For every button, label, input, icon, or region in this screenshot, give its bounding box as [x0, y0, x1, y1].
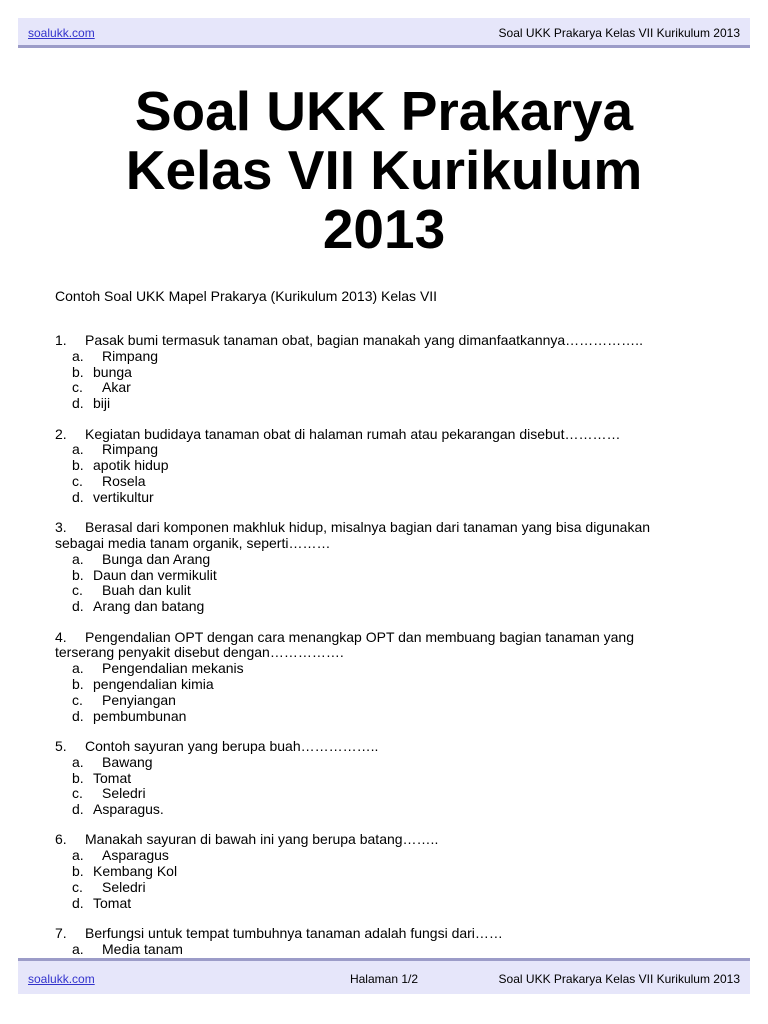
option-letter: d.: [72, 801, 84, 818]
option-text: biji: [93, 395, 111, 412]
question-number: 2.: [55, 425, 67, 442]
option-letter: c.: [72, 472, 83, 489]
option-d: [55, 490, 725, 506]
question-number: 1.: [55, 332, 67, 348]
question-text: [55, 520, 725, 536]
question-text: [55, 926, 725, 942]
option-d: [55, 709, 725, 725]
option-letter: a.: [72, 441, 84, 458]
option-letter: a.: [72, 347, 84, 364]
option-letter: d.: [72, 894, 84, 911]
option-a: [55, 442, 725, 458]
option-c: [55, 880, 725, 896]
question-number: 3.: [55, 519, 67, 536]
option-d: [55, 802, 725, 818]
option-letter: b.: [72, 769, 84, 786]
option-text: Daun dan vermikulit: [93, 566, 217, 583]
option-text: Bawang: [102, 753, 153, 770]
option-letter: a.: [72, 660, 84, 677]
option-b: [55, 864, 725, 880]
option-text: Rosela: [102, 472, 146, 489]
option-b: [55, 771, 725, 787]
option-letter: c.: [72, 878, 83, 895]
option-letter: c.: [72, 785, 83, 802]
option-text: apotik hidup: [93, 457, 169, 474]
option-b: [55, 458, 725, 474]
option-d: [55, 396, 725, 412]
option-letter: b.: [72, 363, 84, 380]
question-text: [55, 427, 725, 443]
footer-doc-title: Soal UKK Prakarya Kelas VII Kurikulum 2013: [498, 972, 740, 986]
option-text: Seledri: [102, 785, 146, 802]
title-line-1: Soal UKK Prakarya: [134, 80, 634, 142]
option-letter: a.: [72, 940, 84, 957]
option-c: [55, 474, 725, 490]
question-body: Berasal dari komponen makhluk hidup, misalnya bagian dari tanaman yang bisa digunakan: [85, 519, 651, 536]
question-5: [55, 739, 725, 818]
question-7: [55, 926, 725, 958]
option-letter: c.: [72, 582, 83, 599]
option-text: Tomat: [93, 894, 132, 911]
question-4: [55, 630, 725, 725]
question-text: [55, 832, 725, 848]
option-text: Akar: [102, 379, 131, 396]
option-a: [55, 661, 725, 677]
option-letter: b.: [72, 457, 84, 474]
option-text: Rimpang: [102, 441, 159, 458]
option-letter: c.: [72, 379, 83, 396]
option-letter: b.: [72, 566, 84, 583]
option-letter: b.: [72, 675, 84, 692]
option-text: Asparagus.: [93, 801, 164, 818]
option-c: [55, 583, 725, 599]
question-body: Berfungsi untuk tempat tumbuhnya tanaman adalah fungsi dari……: [85, 925, 503, 942]
header-site-link[interactable]: soalukk.com: [28, 26, 95, 40]
option-letter: a.: [72, 847, 84, 864]
option-letter: c.: [72, 691, 83, 708]
option-text: pengendalian kimia: [93, 675, 214, 692]
option-text: Media tanam: [102, 940, 183, 957]
option-a: [55, 755, 725, 771]
question-body: Contoh sayuran yang berupa buah……………..: [85, 737, 379, 754]
option-text: Penyiangan: [102, 691, 176, 708]
option-a: [55, 552, 725, 568]
option-c: [55, 786, 725, 802]
question-body: Pengendalian OPT dengan cara menangkap OPT dan membuang bagian tanaman yang: [85, 628, 634, 645]
option-letter: d.: [72, 707, 84, 724]
question-number: 4.: [55, 628, 67, 645]
question-text-continued: sebagai media tanam organik, seperti………: [55, 534, 331, 551]
title-line-2: Kelas VII Kurikulum: [125, 139, 643, 201]
question-text: [55, 333, 725, 349]
option-d: [55, 599, 725, 615]
option-text: Pengendalian mekanis: [102, 660, 244, 677]
question-number: 5.: [55, 737, 67, 754]
question-body: Pasak bumi termasuk tanaman obat, bagian manakah yang dimanfaatkannya……………..: [85, 332, 643, 348]
page-footer: [18, 958, 750, 994]
question-number: 6.: [55, 831, 67, 848]
question-body: Kegiatan budidaya tanaman obat di halaman rumah atau pekarangan disebut…………: [85, 425, 621, 442]
option-text: Kembang Kol: [93, 863, 178, 880]
question-body: Manakah sayuran di bawah ini yang berupa batang……..: [85, 831, 439, 848]
question-text: [55, 739, 725, 755]
option-text: Rimpang: [102, 347, 159, 364]
option-text: vertikultur: [93, 488, 154, 505]
page-title: [40, 82, 728, 259]
page-header: [18, 18, 750, 48]
question-text: [55, 630, 725, 646]
option-letter: a.: [72, 753, 84, 770]
option-a: [55, 848, 725, 864]
option-c: [55, 380, 725, 396]
header-doc-title: Soal UKK Prakarya Kelas VII Kurikulum 2013: [498, 26, 740, 40]
option-text: Arang dan batang: [93, 598, 205, 615]
option-text: pembumbunan: [93, 707, 187, 724]
option-letter: d.: [72, 488, 84, 505]
option-text: Buah dan kulit: [102, 582, 191, 599]
option-text: bunga: [93, 363, 132, 380]
option-a: [55, 942, 725, 958]
option-letter: b.: [72, 863, 84, 880]
question-number: 7.: [55, 925, 67, 942]
option-a: [55, 349, 725, 365]
option-b: [55, 677, 725, 693]
question-list: [55, 333, 725, 972]
footer-site-link[interactable]: soalukk.com: [28, 972, 95, 986]
option-letter: a.: [72, 550, 84, 567]
question-3: [55, 520, 725, 615]
option-letter: d.: [72, 395, 84, 412]
option-b: [55, 568, 725, 584]
option-text: Seledri: [102, 878, 146, 895]
option-text: Bunga dan Arang: [102, 550, 211, 567]
option-b: [55, 365, 725, 381]
option-d: [55, 896, 725, 912]
option-text: Tomat: [93, 769, 132, 786]
question-6: [55, 832, 725, 911]
option-letter: d.: [72, 598, 84, 615]
question-2: [55, 427, 725, 506]
option-text: Asparagus: [102, 847, 169, 864]
footer-page-number: Halaman 1/2: [349, 972, 419, 986]
page-subtitle: Contoh Soal UKK Mapel Prakarya (Kurikulum 2013) Kelas VII: [55, 288, 438, 304]
question-1: [55, 333, 725, 412]
title-line-3: 2013: [322, 198, 446, 260]
question-text-continued: terserang penyakit disebut dengan…………….: [55, 644, 344, 661]
option-c: [55, 693, 725, 709]
